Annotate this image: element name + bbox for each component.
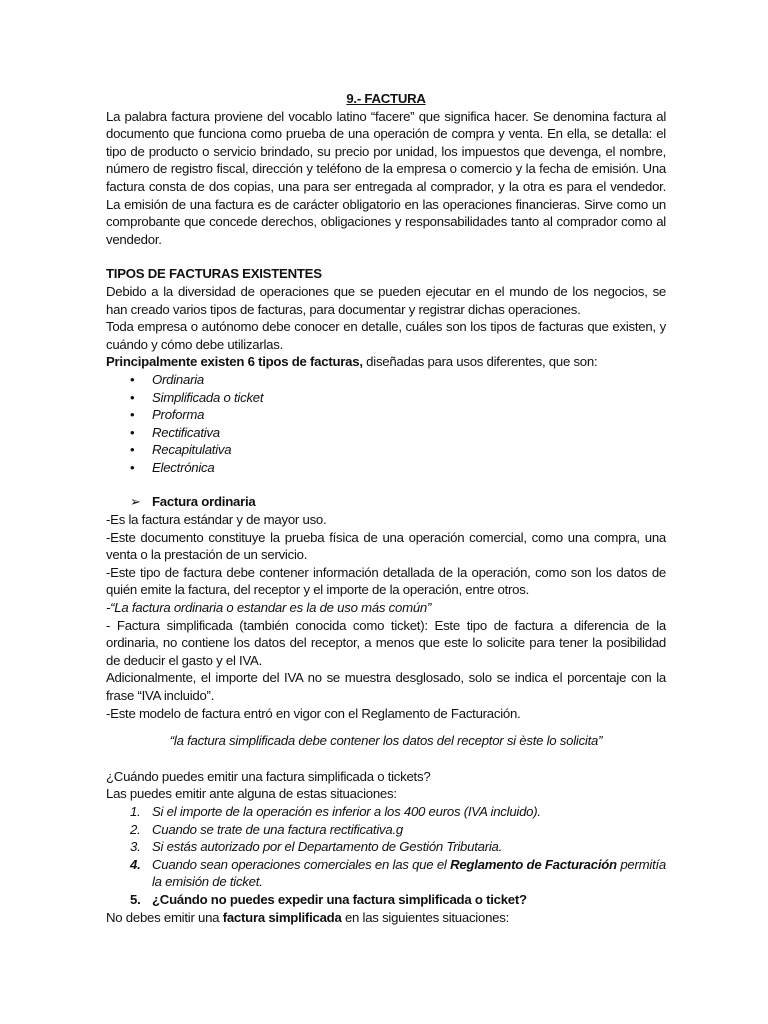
tipos-lead-rest: diseñadas para usos diferentes, que son: bbox=[362, 354, 598, 370]
final-text: No debes emitir una bbox=[106, 909, 223, 925]
tipos-bold-lead: Principalmente existen 6 tipos de facturas, bbox=[106, 354, 363, 370]
final-line bbox=[106, 909, 666, 927]
cuando-intro: Las puedes emitir ante alguna de estas situaciones: bbox=[106, 786, 397, 802]
ordinaria-heading bbox=[106, 493, 666, 511]
final-text-bold: factura simplificada bbox=[222, 909, 342, 925]
cuando-question: ¿Cuándo puedes emitir una factura simplificada o tickets? bbox=[106, 768, 431, 784]
tipos-paragraph-3 bbox=[106, 353, 666, 371]
list-text: Cuando se trate de una factura rectificativa.g bbox=[152, 821, 403, 837]
intro-paragraph: La palabra factura proviene del vocablo latino “facere” que significa hacer. Se denomina factura al documento que funciona como prueba de una operación de compra y venta. En ella, se detalla: el tipo de producto o servicio brindado, su precio por unidad, los impuestos que devenga, el nombre, número de registro fiscal, dirección y teléfono de la empresa o comercio y la fecha de emisión. Una factura consta de dos copias, una para ser entregada al comprador, y la otra es para el vendedor. La emisión de una factura es de carácter obligatorio en las operaciones financieras. Sirve como un comprobante que concede derechos, obligaciones y responsabilidades tanto al comprador como al vendedor. bbox=[106, 108, 666, 247]
list-number: 4. bbox=[130, 856, 141, 872]
ordinaria-line-3: -Este tipo de factura debe contener información detallada de la operación, como son los datos de quién emite la factura, del receptor y el importe de la operación, entre otros. bbox=[106, 564, 666, 598]
list-text: Si estás autorizado por el Departamento de Gestión Tributaria. bbox=[152, 839, 503, 855]
quote-text: “la factura simplificada debe contener los datos del receptor si èste lo solicita” bbox=[169, 733, 603, 749]
list-number: 2. bbox=[130, 821, 141, 837]
list-text: permitía la emisión de ticket. bbox=[152, 856, 666, 890]
list-number: 3. bbox=[130, 839, 141, 855]
list-item: • Recapitulativa bbox=[128, 441, 666, 459]
list-item bbox=[106, 838, 666, 856]
tipos-list bbox=[106, 371, 666, 477]
cuando-list bbox=[106, 803, 666, 909]
list-item: • Rectificativa bbox=[128, 424, 666, 442]
tipos-paragraph-2: Toda empresa o autónomo debe conocer en detalle, cuáles son los tipos de facturas que existen, y cuándo y cómo debe utilizarlas. bbox=[106, 319, 666, 352]
list-item: • Proforma bbox=[128, 406, 666, 424]
list-item: • Electrónica bbox=[128, 459, 666, 477]
list-number: 1. bbox=[130, 803, 141, 819]
list-item bbox=[106, 891, 666, 909]
ordinaria-line-1: -Es la factura estándar y de mayor uso. bbox=[106, 512, 327, 528]
ordinaria-line-4: -“La factura ordinaria o estandar es la de uso más común” bbox=[106, 600, 432, 616]
ordinaria-line-5: - Factura simplificada (también conocida como ticket): Este tipo de factura a diferencia de la ordinaria, no contiene los datos del receptor, a menos que este lo solicite para tener la posibilidad de deducir el gasto y el IVA. bbox=[106, 617, 666, 668]
document-title: 9.- FACTURA bbox=[346, 91, 426, 106]
ordinaria-line-7: -Este modelo de factura entró en vigor con el Reglamento de Facturación. bbox=[106, 705, 521, 721]
ordinaria-heading-text: Factura ordinaria bbox=[152, 494, 256, 510]
list-item: • Simplificada o ticket bbox=[128, 389, 666, 407]
list-text: Cuando sean operaciones comerciales en las que el bbox=[152, 856, 451, 872]
list-item bbox=[106, 821, 666, 839]
final-text: en las siguientes situaciones: bbox=[341, 909, 510, 925]
list-number: 5. bbox=[130, 891, 141, 907]
tipos-heading: TIPOS DE FACTURAS EXISTENTES bbox=[106, 266, 322, 282]
ordinaria-line-6: Adicionalmente, el importe del IVA no se muestra desglosado, solo se indica el porcentaje con la frase “IVA incluido”. bbox=[106, 670, 666, 703]
list-text: Si el importe de la operación es inferior a los 400 euros (IVA incluido). bbox=[152, 803, 541, 819]
ordinaria-line-2: -Este documento constituye la prueba física de una operación comercial, como una compra, una venta o la prestación de un servicio. bbox=[106, 529, 666, 563]
list-item: • Ordinaria bbox=[128, 371, 666, 389]
list-text: ¿Cuándo no puedes expedir una factura simplificada o ticket? bbox=[152, 891, 527, 907]
list-item bbox=[106, 856, 666, 891]
arrow-bullet-icon: ➢ bbox=[130, 494, 141, 510]
list-text-bold: Reglamento de Facturación bbox=[450, 856, 617, 872]
list-item bbox=[106, 803, 666, 821]
tipos-paragraph-1: Debido a la diversidad de operaciones que se pueden ejecutar en el mundo de los negocios, se han creado varios tipos de facturas, para documentar y registrar dichas operaciones. bbox=[106, 283, 666, 317]
